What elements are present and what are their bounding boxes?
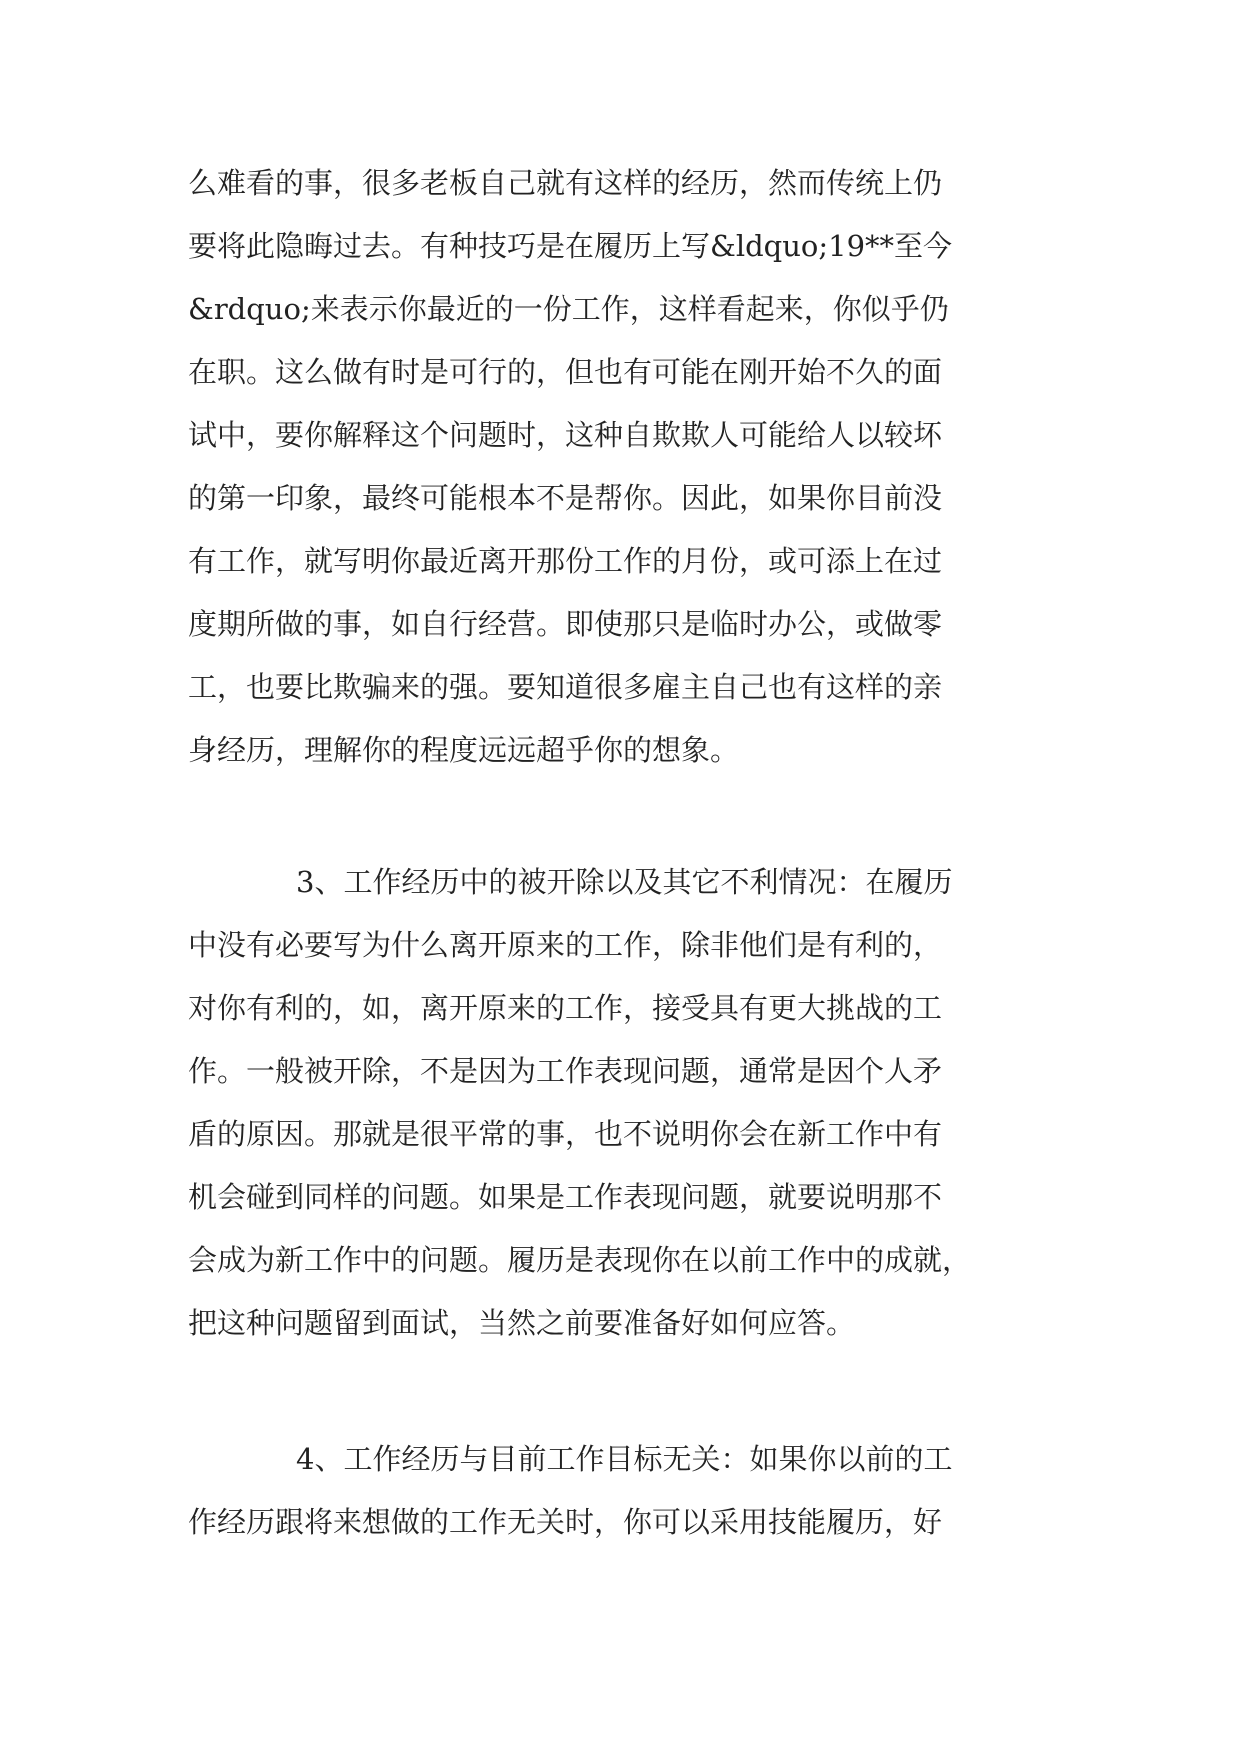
- text-line: 要将此隐晦过去。有种技巧是在履历上写&ldquo;19**至今: [188, 229, 953, 263]
- paragraph-heading-line: 4、工作经历与目前工作目标无关：如果你以前的工: [296, 1442, 953, 1476]
- text-line: 的第一印象，最终可能根本不是帮你。因此，如果你目前没: [188, 481, 943, 515]
- text-line: 作经历跟将来想做的工作无关时，你可以采用技能履历，好: [188, 1505, 943, 1539]
- text-line: 有工作，就写明你最近离开那份工作的月份，或可添上在过: [188, 544, 943, 578]
- paragraph-heading-line: 3、工作经历中的被开除以及其它不利情况：在履历: [296, 865, 953, 899]
- text-line: 盾的原因。那就是很平常的事，也不说明你会在新工作中有: [188, 1117, 943, 1151]
- text-line: 机会碰到同样的问题。如果是工作表现问题，就要说明那不: [188, 1180, 943, 1214]
- text-line: 工，也要比欺骗来的强。要知道很多雇主自己也有这样的亲: [188, 670, 943, 704]
- text-line: 作。一般被开除，不是因为工作表现问题，通常是因个人矛: [188, 1054, 943, 1088]
- text-line: 度期所做的事，如自行经营。即使那只是临时办公，或做零: [188, 607, 943, 641]
- text-line: 把这种问题留到面试，当然之前要准备好如何应答。: [188, 1306, 856, 1340]
- paragraph-item-3: [188, 851, 1068, 1355]
- text-line: 么难看的事，很多老板自己就有这样的经历，然而传统上仍: [188, 166, 943, 200]
- text-line: &rdquo;来表示你最近的一份工作，这样看起来，你似乎仍: [188, 292, 949, 326]
- text-line: 会成为新工作中的问题。履历是表现你在以前工作中的成就，: [188, 1243, 972, 1277]
- paragraph-item-4: [188, 1428, 1068, 1554]
- text-line: 中没有必要写为什么离开原来的工作，除非他们是有利的，: [188, 928, 943, 962]
- text-line: 在职。这么做有时是可行的，但也有可能在刚开始不久的面: [188, 355, 943, 389]
- text-line: 试中，要你解释这个问题时，这种自欺欺人可能给人以较坏: [188, 418, 943, 452]
- paragraph-continuation: [188, 152, 1068, 782]
- text-line: 身经历，理解你的程度远远超乎你的想象。: [188, 733, 740, 767]
- text-line: 对你有利的，如，离开原来的工作，接受具有更大挑战的工: [188, 991, 943, 1025]
